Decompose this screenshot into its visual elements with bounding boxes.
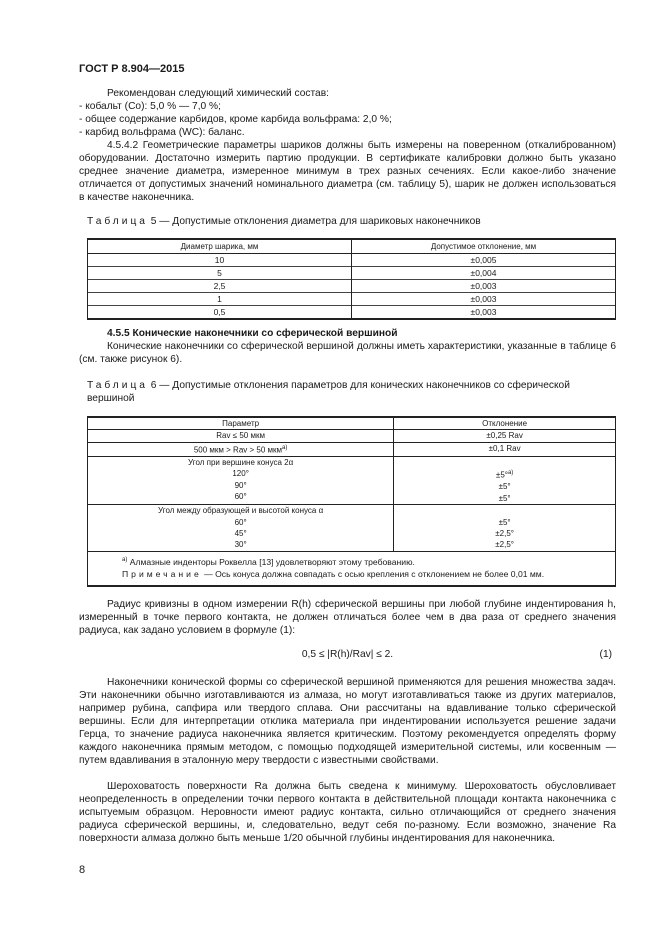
table-row [88,442,616,456]
intro-line: - карбид вольфрама (WC): баланс. [79,127,245,138]
radius-paragraph: Радиус кривизны в одном измерении R(h) сферической вершины при любой глубине индентирования h, измеренный в точке первого контакта, не должен отличаться более чем в два раза от среднего значения радиуса, как задано условием в формуле (1): [79,599,616,636]
intro-line: Рекомендован следующий химический состав: [107,88,329,99]
table6-cell: ±0,1 Rav [394,442,616,456]
footnote-text: Алмазные инденторы Роквелла [13] удовлетворяют этому требованию. [129,556,415,567]
generatrix-angle-dev: ±5° [498,517,511,527]
table-row [88,280,616,293]
table6 [87,416,616,587]
table5-cell: 0,5 [88,306,352,320]
section-text: Конические наконечники со сферической вершиной должны иметь характеристики, указанные в таблице 6 (см. также рисунок 6). [79,341,616,365]
table6-header-cell: Отклонение [394,417,616,430]
table-row [88,306,616,320]
cone-angle-dev-text: ±5° [495,470,508,480]
table5-cell: 1 [88,293,352,306]
generatrix-angle-dev: ±2,5° [495,540,514,550]
section-4-5-5 [79,327,616,366]
intro-line: - кобальт (Co): 5,0 % — 7,0 %; [79,101,221,112]
cone-angle-value: 90° [234,480,247,490]
paragraph-4-5-4-2: 4.5.4.2 Геометрические параметры шариков должны быть измерены на поверенном (откалиброванном) оборудовании. Достаточно измерить партию продукции. В сертификате калибровки должно быть указано среднее значение диаметра, измеренное минимум в трех разных сечениях. Если какое-либо значение отличается от допустимых значений номинального диаметра (см. таблицу 5), шарик не должен использоваться в качестве наконечника. [79,140,616,203]
table6-header-row [88,417,616,430]
cone-angle-dev: ±5° [498,482,511,492]
cone-angle-value: 120° [232,469,249,479]
table-row [88,267,616,280]
generatrix-angle-value: 30° [234,540,247,550]
intro-block [79,87,616,204]
formula-text: 0,5 ≤ |R(h)/Rav| ≤ 2. [301,649,394,660]
roughness-paragraph: Шероховатость поверхности Ra должна быть сведена к минимуму. Шероховатость обусловливает неопределенность в определении точки первого контакта в действительной площади контакта наконечника с испытуемым образцом. Неровности имеют радиус контакта, сильно отличающийся от среднего значения радиуса сферической вершины, и, следовательно, ведут себя по-разному. Если возможно, значение Ra поверхности алмаза должно быть меньше 1/20 обычной глубины индентирования для наконечника. [79,781,616,844]
generatrix-angle-dev: ±2,5° [495,528,514,538]
note-text: — Ось конуса должна совпадать с осью крепления с отклонением не более 0,01 мм. [204,569,545,580]
table6-cell [88,505,394,552]
table6-caption-word: Таблица [87,380,148,391]
table5-header-cell: Диаметр шарика, мм [88,239,352,254]
table5-cell: 10 [88,254,352,267]
generatrix-angle-value: 45° [234,528,247,538]
table-row [88,456,616,504]
table5-header-row [88,239,616,254]
table5 [87,238,616,320]
generatrix-angle-value: 60° [234,517,247,527]
table-row [88,505,616,552]
table5-cell: 5 [88,267,352,280]
footnote-mark: a) [282,444,288,451]
footnote-mark: a) [122,556,128,563]
cone-angle-value: 60° [234,492,247,502]
section-heading: 4.5.5 Конические наконечники со сферической вершиной [107,328,398,339]
generatrix-angle-title: Угол между образующей и высотой конуса α [158,506,324,516]
table5-header-cell: Допустимое отклонение, мм [352,239,616,254]
table5-cell: ±0,003 [352,280,616,293]
page-number: 8 [79,864,86,876]
intro-line: - общее содержание карбидов, кроме карбида вольфрама: 2,0 %; [79,114,392,125]
table-row [88,254,616,267]
table6-cell [394,505,616,552]
table6-cell: ±0,25 Rav [394,430,616,442]
table5-cell: ±0,005 [352,254,616,267]
cone-angle-dev [398,468,611,481]
table6-caption [87,379,616,405]
page-header: ГОСТ Р 8.904—2015 [79,63,185,75]
cone-angle-title: Угол при вершине конуса 2α [187,457,294,467]
table-row [88,551,616,585]
footnote-mark: a) [507,470,514,477]
table5-cell: ±0,004 [352,267,616,280]
table6-header-cell: Параметр [88,417,394,430]
note-word: Примечание [122,569,202,580]
table6-cell: Rav ≤ 50 мкм [88,430,394,442]
table6-param-text: 500 мкм > Rav > 50 мкм [193,445,283,455]
cone-angle-dev: ±5° [498,493,511,503]
table6-notes [88,551,616,585]
conic-paragraph: Наконечники конической формы со сферической вершиной применяются для решения множества задач. Эти наконечники обычно изготавливаются из алмаза, но могут изготавливаться также из других материалов, например рубина, сапфира или твердого сплава. Они рассчитаны на вдавливание только сферической вершины. Если для интерпретации отклика материала при индентировании используется решение задачи Герца, то значение радиуса наконечника является критическим. Поэтому рекомендуется определять форму каждого наконечника прямым методом, с помощью подходящей измерительной системы, или косвенным — путем вдавливания в эталонную меру твердости с известными свойствами. [79,677,616,766]
spacer [398,505,611,516]
spacer [398,457,611,468]
formula-number: (1) [599,649,612,660]
table6-cell [88,456,394,504]
table5-caption [87,215,616,228]
table5-cell: ±0,003 [352,293,616,306]
table-row [88,293,616,306]
footnote [122,554,607,568]
table5-cell: 2,5 [88,280,352,293]
table6-cell [394,456,616,504]
table5-cell: ±0,003 [352,306,616,320]
note [122,568,607,581]
table5-caption-text: 5 — Допустимые отклонения диаметра для шариковых наконечников [150,216,481,227]
table5-caption-word: Таблица [87,216,148,227]
table6-caption-text: 6 — Допустимые отклонения параметров для конических наконечников со сферической вершиной [87,380,570,404]
table-row [88,430,616,442]
table6-cell [88,442,394,456]
